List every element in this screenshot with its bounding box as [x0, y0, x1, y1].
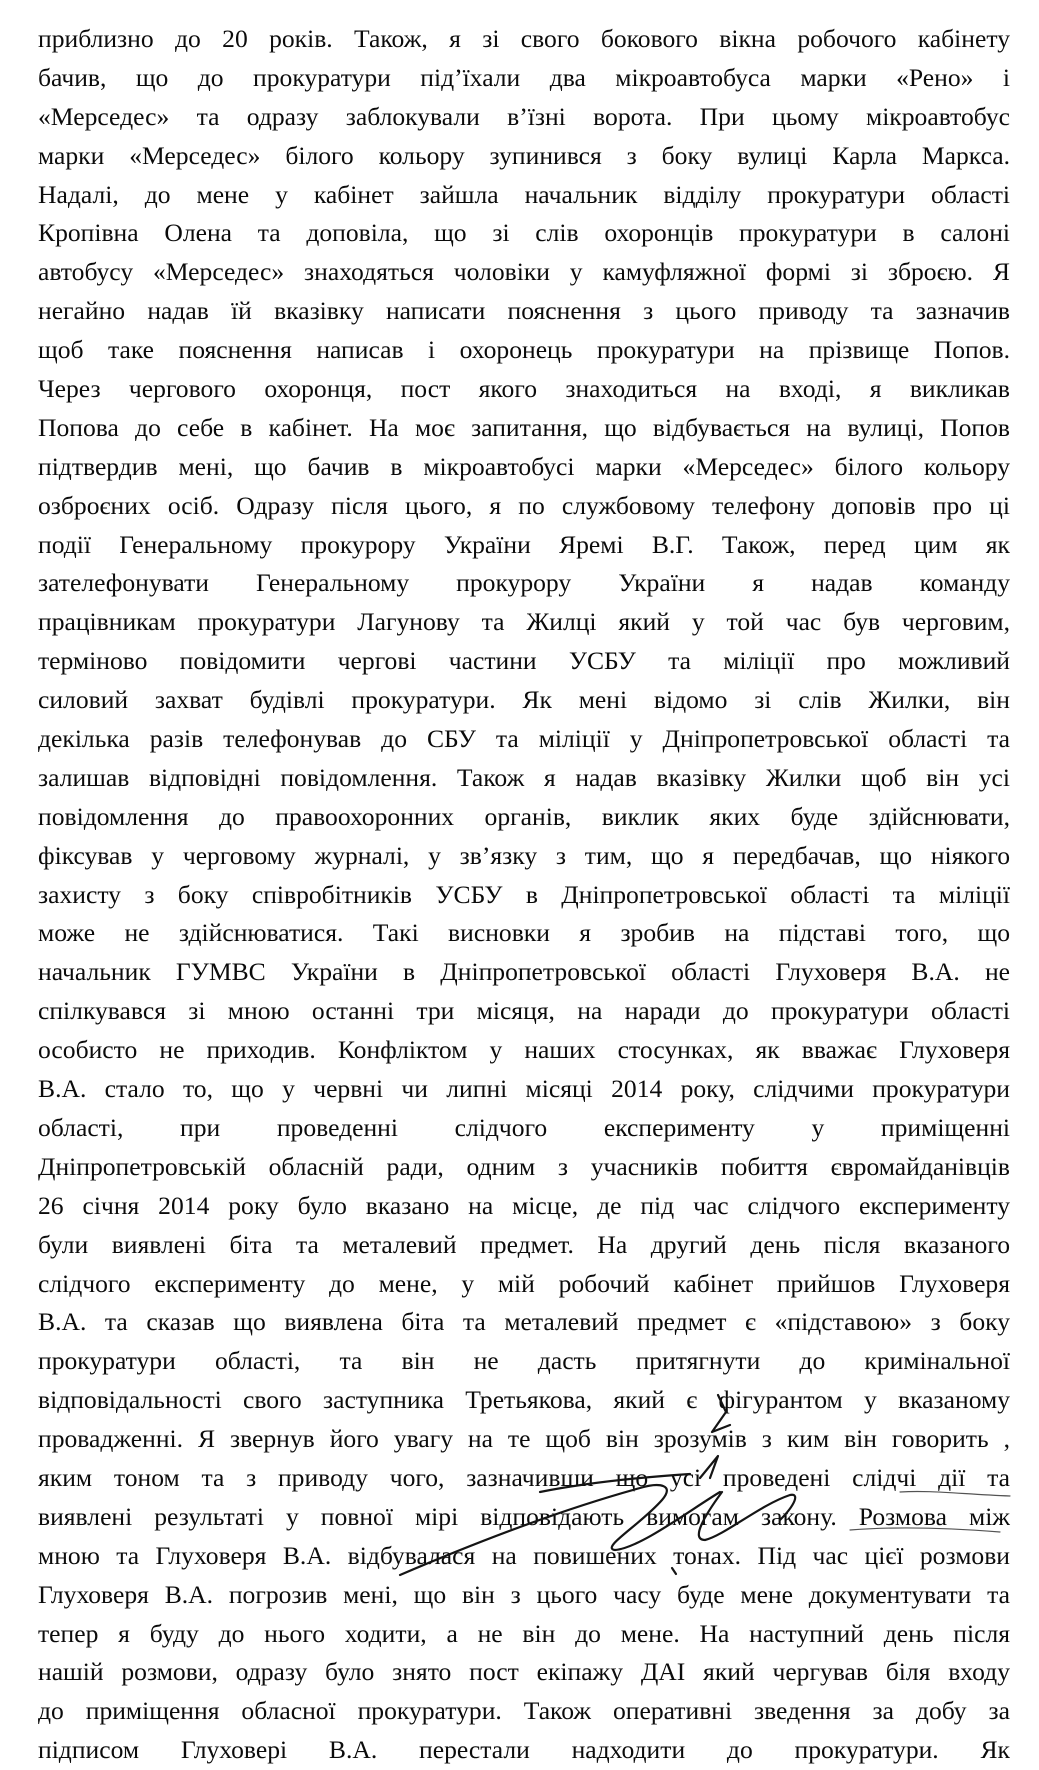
text-line: підтвердив мені, що бачив в мікроавтобусі марки «Мерседес» білого кольору: [38, 451, 1010, 481]
text-line: прокуратури області, та він не дасть притягнути до кримінальної: [38, 1346, 1010, 1376]
text-line: декілька разів телефонував до СБУ та міліції у Дніпропетровської області та: [38, 724, 1010, 754]
text-line: залишав відповідні повідомлення. Також я надав вказівку Жилки щоб він усі: [38, 762, 1010, 792]
text-line: події Генеральному прокурору України Яремі В.Г. Також, перед цим як: [38, 529, 1010, 559]
text-line: В.А. стало то, що у червні чи липні місяці 2014 року, слідчими прокуратури: [38, 1074, 1010, 1104]
text-line: слідчого експерименту до мене, у мій робочий кабінет прийшов Глуховеря: [38, 1268, 1010, 1298]
text-line: автобусу «Мерседес» знаходяться чоловіки у камуфляжної формі зі зброєю. Я: [38, 257, 1010, 287]
text-line: працівникам прокуратури Лагунову та Жилці який у той час був черговим,: [38, 607, 1010, 637]
text-line: марки «Мерседес» білого кольору зупинився з боку вулиці Карла Маркса.: [38, 140, 1010, 170]
text-line: були виявлені біта та металевий предмет. На другий день після вказаного: [38, 1229, 1010, 1259]
text-line: Дніпропетровській обласній ради, одним з учасників побиття євромайданівців: [38, 1151, 1010, 1181]
text-line: приблизно до 20 років. Також, я зі свого бокового вікна робочого кабінету: [38, 24, 1010, 53]
text-line: виявлені результаті у повної мірі відповідають вимогам закону. Розмова між: [38, 1501, 1010, 1531]
text-line: спілкувався зі мною останні три місяця, на наради до прокуратури області: [38, 996, 1010, 1026]
text-line: відповідальності свого заступника Третьякова, який є фігурантом у вказаному: [38, 1385, 1010, 1415]
text-line: повідомлення до правоохоронних органів, виклик яких буде здійснювати,: [38, 801, 1010, 831]
text-line: нашій розмови, одразу було знято пост екіпажу ДАІ який чергував біля входу: [38, 1657, 1010, 1687]
text-line: Надалі, до мене у кабінет зайшла начальник відділу прокуратури області: [38, 179, 1010, 209]
text-line: озброєних осіб. Одразу після цього, я по службовому телефону доповів про ці: [38, 490, 1010, 520]
document-body: [38, 20, 1010, 1770]
text-line: терміново повідомити чергові частини УСБУ та міліції про можливий: [38, 646, 1010, 676]
text-line: негайно надав їй вказівку написати пояснення з цього приводу та зазначив: [38, 296, 1010, 326]
text-line: може не здійснюватися. Такі висновки я зробив на підставі того, що: [38, 918, 1010, 948]
text-line: Попова до себе в кабінет. На моє запитання, що відбувається на вулиці, Попов: [38, 412, 1010, 442]
text-line: мною та Глуховеря В.А. відбувалася на повишених тонах. Під час цієї розмови: [38, 1540, 1010, 1570]
text-line: фіксував у черговому журналі, у зв’язку з тим, що я передбачав, що ніякого: [38, 840, 1010, 870]
text-line: до приміщення обласної прокуратури. Також оперативні зведення за добу за: [38, 1696, 1010, 1726]
text-line: провадженні. Я звернув його увагу на те щоб він зрозумів з ким він говорить ,: [38, 1424, 1010, 1454]
text-line: Кропівна Олена та доповіла, що зі слів охоронців прокуратури в салоні: [38, 218, 1010, 248]
text-line: силовий захват будівлі прокуратури. Як мені відомо зі слів Жилки, він: [38, 685, 1010, 715]
text-line: В.А. та сказав що виявлена біта та металевий предмет є «підставою» з боку: [38, 1307, 1010, 1337]
text-line: Глуховеря В.А. погрозив мені, що він з цього часу буде мене документувати та: [38, 1579, 1010, 1609]
text-line: захисту з боку співробітників УСБУ в Дніпропетровської області та міліції: [38, 879, 1010, 909]
text-line: яким тоном та з приводу чого, зазначивши що усі проведені слідчі дії та: [38, 1462, 1010, 1492]
text-line: «Мерседес» та одразу заблокували в’їзні ворота. При цьому мікроавтобус: [38, 101, 1010, 131]
text-line: начальник ГУМВС України в Дніпропетровської області Глуховеря В.А. не: [38, 957, 1010, 987]
text-line: підписом Глуховері В.А. перестали надходити до прокуратури. Як: [38, 1735, 1010, 1765]
text-line: Через чергового охоронця, пост якого знаходиться на вході, я викликав: [38, 374, 1010, 404]
text-line: бачив, що до прокуратури під’їхали два мікроавтобуса марки «Рено» і: [38, 62, 1010, 92]
text-line: зателефонувати Генеральному прокурору України я надав команду: [38, 568, 1010, 598]
text-line: щоб таке пояснення написав і охоронець прокуратури на прізвище Попов.: [38, 335, 1010, 365]
text-line: тепер я буду до нього ходити, а не він до мене. На наступний день після: [38, 1618, 1010, 1648]
text-line: 26 січня 2014 року було вказано на місце, де під час слідчого експерименту: [38, 1190, 1010, 1220]
text-line: особисто не приходив. Конфліктом у наших стосунках, як вважає Глуховеря: [38, 1035, 1010, 1065]
text-line: області, при проведенні слідчого експерименту у приміщенні: [38, 1112, 1010, 1142]
